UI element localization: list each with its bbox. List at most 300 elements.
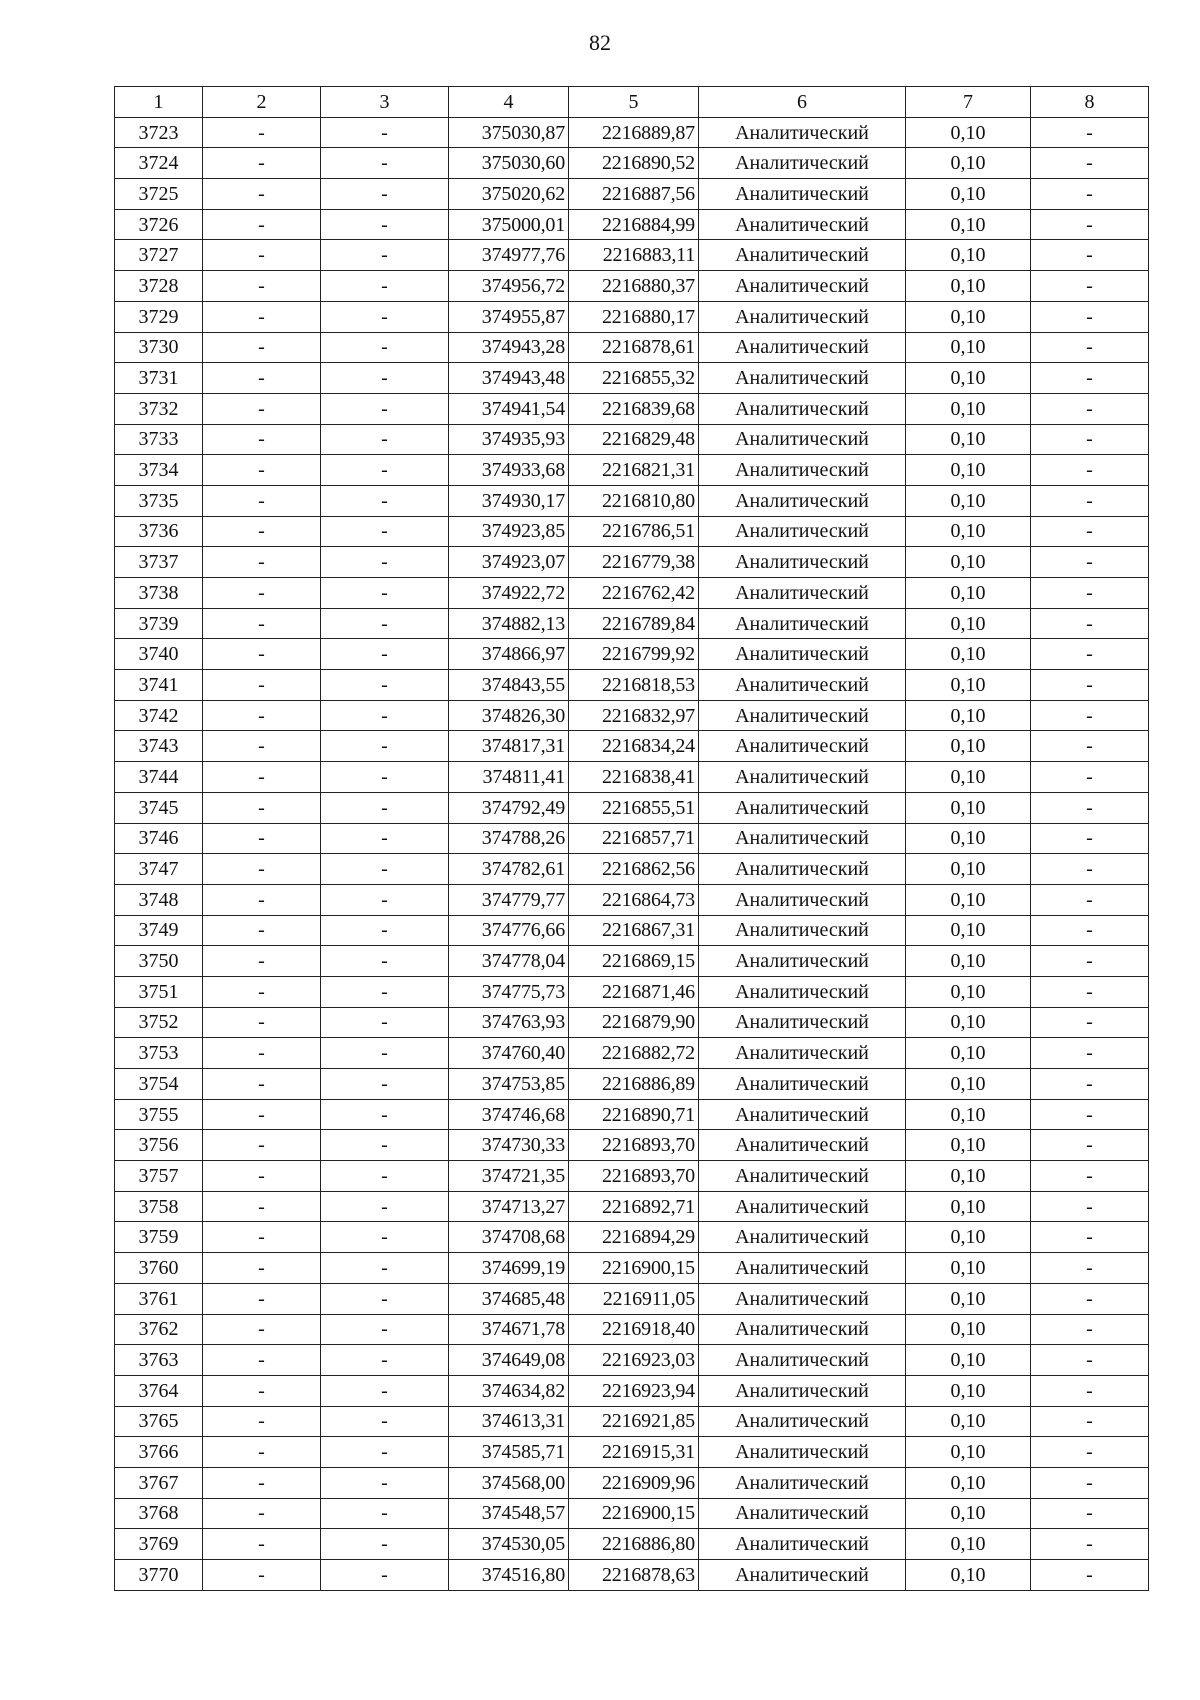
cell-point-number: 3737 [115,547,203,578]
table-row [115,946,1149,977]
cell-y-coordinate: 2216869,15 [569,946,699,977]
cell-col-2: - [203,301,321,332]
cell-x-coordinate: 374923,07 [449,547,569,578]
cell-col-8: - [1031,485,1149,516]
cell-point-number: 3732 [115,393,203,424]
cell-point-number: 3770 [115,1560,203,1591]
cell-y-coordinate: 2216890,52 [569,148,699,179]
cell-x-coordinate: 374923,85 [449,516,569,547]
table-row [115,209,1149,240]
cell-y-coordinate: 2216923,94 [569,1375,699,1406]
cell-accuracy: 0,10 [906,1222,1031,1253]
cell-col-3: - [321,639,449,670]
table-row [115,1099,1149,1130]
cell-col-2: - [203,884,321,915]
table-row [115,1529,1149,1560]
cell-col-3: - [321,1069,449,1100]
cell-col-3: - [321,1191,449,1222]
cell-point-number: 3738 [115,578,203,609]
cell-method: Аналитический [699,976,906,1007]
cell-method: Аналитический [699,1161,906,1192]
cell-y-coordinate: 2216892,71 [569,1191,699,1222]
cell-col-2: - [203,700,321,731]
cell-col-2: - [203,1406,321,1437]
cell-col-3: - [321,301,449,332]
cell-x-coordinate: 374530,05 [449,1529,569,1560]
cell-method: Аналитический [699,179,906,210]
table-row [115,1498,1149,1529]
cell-point-number: 3758 [115,1191,203,1222]
cell-method: Аналитический [699,823,906,854]
cell-accuracy: 0,10 [906,271,1031,302]
cell-col-8: - [1031,148,1149,179]
cell-col-2: - [203,578,321,609]
cell-accuracy: 0,10 [906,179,1031,210]
cell-y-coordinate: 2216855,32 [569,363,699,394]
cell-y-coordinate: 2216821,31 [569,455,699,486]
cell-y-coordinate: 2216900,15 [569,1498,699,1529]
cell-col-2: - [203,1498,321,1529]
table-row [115,1222,1149,1253]
cell-col-2: - [203,670,321,701]
cell-col-3: - [321,1130,449,1161]
cell-point-number: 3754 [115,1069,203,1100]
cell-method: Аналитический [699,1007,906,1038]
cell-accuracy: 0,10 [906,1498,1031,1529]
cell-accuracy: 0,10 [906,301,1031,332]
cell-col-3: - [321,700,449,731]
cell-accuracy: 0,10 [906,393,1031,424]
cell-point-number: 3740 [115,639,203,670]
cell-point-number: 3744 [115,762,203,793]
cell-col-2: - [203,1345,321,1376]
cell-method: Аналитический [699,148,906,179]
cell-y-coordinate: 2216880,37 [569,271,699,302]
cell-point-number: 3768 [115,1498,203,1529]
cell-col-3: - [321,393,449,424]
cell-y-coordinate: 2216818,53 [569,670,699,701]
cell-point-number: 3748 [115,884,203,915]
cell-point-number: 3763 [115,1345,203,1376]
cell-col-2: - [203,1099,321,1130]
cell-accuracy: 0,10 [906,976,1031,1007]
cell-col-2: - [203,455,321,486]
table-row [115,608,1149,639]
table-row [115,884,1149,915]
cell-x-coordinate: 374585,71 [449,1437,569,1468]
cell-accuracy: 0,10 [906,1467,1031,1498]
cell-accuracy: 0,10 [906,854,1031,885]
cell-col-3: - [321,547,449,578]
cell-method: Аналитический [699,1560,906,1591]
cell-col-2: - [203,1007,321,1038]
cell-method: Аналитический [699,117,906,148]
table-row [115,1191,1149,1222]
table-row [115,578,1149,609]
cell-method: Аналитический [699,854,906,885]
cell-x-coordinate: 374568,00 [449,1467,569,1498]
column-header-5: 5 [569,87,699,118]
table-row [115,485,1149,516]
cell-accuracy: 0,10 [906,1038,1031,1069]
cell-point-number: 3739 [115,608,203,639]
cell-y-coordinate: 2216890,71 [569,1099,699,1130]
cell-x-coordinate: 374935,93 [449,424,569,455]
cell-y-coordinate: 2216786,51 [569,516,699,547]
cell-method: Аналитический [699,792,906,823]
cell-point-number: 3724 [115,148,203,179]
cell-col-8: - [1031,639,1149,670]
cell-accuracy: 0,10 [906,547,1031,578]
table-row [115,1283,1149,1314]
cell-col-2: - [203,547,321,578]
cell-col-3: - [321,915,449,946]
cell-accuracy: 0,10 [906,823,1031,854]
cell-col-2: - [203,393,321,424]
cell-y-coordinate: 2216889,87 [569,117,699,148]
cell-point-number: 3760 [115,1253,203,1284]
cell-accuracy: 0,10 [906,363,1031,394]
cell-method: Аналитический [699,700,906,731]
column-header-3: 3 [321,87,449,118]
cell-accuracy: 0,10 [906,332,1031,363]
cell-col-8: - [1031,1498,1149,1529]
cell-accuracy: 0,10 [906,240,1031,271]
cell-accuracy: 0,10 [906,209,1031,240]
cell-point-number: 3757 [115,1161,203,1192]
cell-point-number: 3749 [115,915,203,946]
cell-col-2: - [203,1253,321,1284]
cell-y-coordinate: 2216810,80 [569,485,699,516]
cell-point-number: 3742 [115,700,203,731]
cell-col-2: - [203,1191,321,1222]
table-row [115,1437,1149,1468]
cell-col-3: - [321,1283,449,1314]
cell-x-coordinate: 374955,87 [449,301,569,332]
cell-method: Аналитический [699,485,906,516]
cell-y-coordinate: 2216799,92 [569,639,699,670]
cell-method: Аналитический [699,946,906,977]
cell-point-number: 3734 [115,455,203,486]
cell-col-2: - [203,1529,321,1560]
column-header-7: 7 [906,87,1031,118]
cell-x-coordinate: 374792,49 [449,792,569,823]
cell-col-3: - [321,1253,449,1284]
cell-col-3: - [321,240,449,271]
cell-col-2: - [203,1283,321,1314]
table-row [115,854,1149,885]
cell-point-number: 3723 [115,117,203,148]
cell-accuracy: 0,10 [906,1253,1031,1284]
cell-col-8: - [1031,1130,1149,1161]
table-row [115,792,1149,823]
cell-col-3: - [321,1406,449,1437]
cell-accuracy: 0,10 [906,424,1031,455]
cell-col-2: - [203,424,321,455]
cell-col-2: - [203,1467,321,1498]
cell-x-coordinate: 374811,41 [449,762,569,793]
cell-col-8: - [1031,854,1149,885]
cell-col-2: - [203,485,321,516]
cell-method: Аналитический [699,731,906,762]
cell-y-coordinate: 2216789,84 [569,608,699,639]
cell-col-3: - [321,1529,449,1560]
cell-y-coordinate: 2216864,73 [569,884,699,915]
cell-col-8: - [1031,332,1149,363]
cell-col-3: - [321,823,449,854]
cell-col-2: - [203,1560,321,1591]
cell-col-2: - [203,1069,321,1100]
cell-method: Аналитический [699,332,906,363]
cell-accuracy: 0,10 [906,455,1031,486]
cell-method: Аналитический [699,670,906,701]
cell-col-8: - [1031,1161,1149,1192]
cell-method: Аналитический [699,1253,906,1284]
cell-method: Аналитический [699,1406,906,1437]
cell-col-3: - [321,762,449,793]
cell-col-2: - [203,179,321,210]
table-row [115,1467,1149,1498]
cell-col-3: - [321,209,449,240]
cell-y-coordinate: 2216886,80 [569,1529,699,1560]
header-row [115,87,1149,118]
cell-point-number: 3761 [115,1283,203,1314]
cell-accuracy: 0,10 [906,578,1031,609]
cell-method: Аналитический [699,884,906,915]
cell-x-coordinate: 374649,08 [449,1345,569,1376]
cell-accuracy: 0,10 [906,1191,1031,1222]
cell-x-coordinate: 374634,82 [449,1375,569,1406]
cell-method: Аналитический [699,1314,906,1345]
cell-col-3: - [321,670,449,701]
cell-point-number: 3726 [115,209,203,240]
cell-point-number: 3755 [115,1099,203,1130]
cell-point-number: 3767 [115,1467,203,1498]
cell-col-2: - [203,731,321,762]
cell-col-8: - [1031,946,1149,977]
table-row [115,1253,1149,1284]
cell-y-coordinate: 2216909,96 [569,1467,699,1498]
cell-col-2: - [203,332,321,363]
cell-x-coordinate: 374943,28 [449,332,569,363]
column-header-1: 1 [115,87,203,118]
cell-y-coordinate: 2216871,46 [569,976,699,1007]
cell-accuracy: 0,10 [906,1283,1031,1314]
cell-method: Аналитический [699,762,906,793]
cell-accuracy: 0,10 [906,700,1031,731]
cell-col-2: - [203,1038,321,1069]
cell-method: Аналитический [699,1437,906,1468]
cell-y-coordinate: 2216893,70 [569,1161,699,1192]
cell-y-coordinate: 2216832,97 [569,700,699,731]
cell-accuracy: 0,10 [906,516,1031,547]
cell-col-2: - [203,762,321,793]
cell-col-8: - [1031,762,1149,793]
cell-accuracy: 0,10 [906,1529,1031,1560]
cell-col-3: - [321,608,449,639]
cell-col-2: - [203,1437,321,1468]
cell-col-2: - [203,823,321,854]
cell-method: Аналитический [699,608,906,639]
cell-x-coordinate: 374548,57 [449,1498,569,1529]
cell-col-8: - [1031,240,1149,271]
cell-y-coordinate: 2216886,89 [569,1069,699,1100]
table-row [115,1406,1149,1437]
cell-y-coordinate: 2216884,99 [569,209,699,240]
cell-point-number: 3728 [115,271,203,302]
cell-col-3: - [321,1314,449,1345]
cell-col-2: - [203,946,321,977]
cell-col-8: - [1031,301,1149,332]
cell-accuracy: 0,10 [906,1314,1031,1345]
cell-method: Аналитический [699,547,906,578]
cell-method: Аналитический [699,240,906,271]
cell-y-coordinate: 2216839,68 [569,393,699,424]
cell-point-number: 3733 [115,424,203,455]
cell-x-coordinate: 374941,54 [449,393,569,424]
cell-method: Аналитический [699,1038,906,1069]
cell-col-8: - [1031,1314,1149,1345]
cell-col-3: - [321,148,449,179]
cell-point-number: 3753 [115,1038,203,1069]
cell-col-2: - [203,117,321,148]
cell-col-8: - [1031,884,1149,915]
cell-accuracy: 0,10 [906,117,1031,148]
cell-col-3: - [321,179,449,210]
table-row [115,1161,1149,1192]
cell-col-3: - [321,455,449,486]
cell-col-2: - [203,976,321,1007]
cell-y-coordinate: 2216878,63 [569,1560,699,1591]
table-row [115,1069,1149,1100]
table-row [115,731,1149,762]
cell-col-8: - [1031,915,1149,946]
cell-col-3: - [321,1437,449,1468]
cell-accuracy: 0,10 [906,1130,1031,1161]
table-row [115,670,1149,701]
cell-method: Аналитический [699,393,906,424]
cell-accuracy: 0,10 [906,1161,1031,1192]
page-number: 82 [589,30,611,55]
cell-method: Аналитический [699,1069,906,1100]
cell-point-number: 3751 [115,976,203,1007]
table-row [115,700,1149,731]
table-row [115,1345,1149,1376]
cell-method: Аналитический [699,271,906,302]
cell-col-8: - [1031,1529,1149,1560]
cell-y-coordinate: 2216862,56 [569,854,699,885]
table-row [115,240,1149,271]
cell-x-coordinate: 374753,85 [449,1069,569,1100]
cell-method: Аналитический [699,1467,906,1498]
cell-y-coordinate: 2216915,31 [569,1437,699,1468]
cell-x-coordinate: 374778,04 [449,946,569,977]
cell-col-3: - [321,1007,449,1038]
cell-point-number: 3752 [115,1007,203,1038]
cell-col-8: - [1031,1437,1149,1468]
cell-x-coordinate: 374943,48 [449,363,569,394]
cell-col-8: - [1031,670,1149,701]
cell-method: Аналитический [699,1191,906,1222]
table-row [115,639,1149,670]
cell-col-3: - [321,1161,449,1192]
cell-col-8: - [1031,1467,1149,1498]
cell-col-8: - [1031,976,1149,1007]
cell-accuracy: 0,10 [906,148,1031,179]
cell-col-3: - [321,516,449,547]
cell-col-2: - [203,854,321,885]
cell-y-coordinate: 2216880,17 [569,301,699,332]
cell-col-8: - [1031,578,1149,609]
cell-col-8: - [1031,1375,1149,1406]
cell-y-coordinate: 2216883,11 [569,240,699,271]
cell-accuracy: 0,10 [906,608,1031,639]
cell-x-coordinate: 374933,68 [449,455,569,486]
cell-col-8: - [1031,1191,1149,1222]
cell-col-8: - [1031,209,1149,240]
cell-method: Аналитический [699,1345,906,1376]
cell-y-coordinate: 2216857,71 [569,823,699,854]
cell-col-8: - [1031,1069,1149,1100]
cell-col-2: - [203,209,321,240]
cell-col-8: - [1031,1253,1149,1284]
table-row [115,547,1149,578]
cell-col-3: - [321,271,449,302]
cell-point-number: 3731 [115,363,203,394]
cell-col-8: - [1031,179,1149,210]
cell-y-coordinate: 2216867,31 [569,915,699,946]
table-row [115,1130,1149,1161]
cell-accuracy: 0,10 [906,1007,1031,1038]
cell-col-8: - [1031,731,1149,762]
cell-method: Аналитический [699,424,906,455]
cell-col-8: - [1031,1007,1149,1038]
cell-x-coordinate: 375000,01 [449,209,569,240]
table-row [115,762,1149,793]
cell-y-coordinate: 2216900,15 [569,1253,699,1284]
cell-col-8: - [1031,393,1149,424]
column-header-8: 8 [1031,87,1149,118]
cell-col-3: - [321,117,449,148]
cell-point-number: 3765 [115,1406,203,1437]
cell-y-coordinate: 2216879,90 [569,1007,699,1038]
cell-y-coordinate: 2216893,70 [569,1130,699,1161]
cell-x-coordinate: 374817,31 [449,731,569,762]
table-row [115,424,1149,455]
cell-col-3: - [321,363,449,394]
cell-accuracy: 0,10 [906,485,1031,516]
cell-x-coordinate: 374788,26 [449,823,569,854]
cell-method: Аналитический [699,1222,906,1253]
cell-col-3: - [321,976,449,1007]
cell-col-3: - [321,1038,449,1069]
cell-x-coordinate: 374930,17 [449,485,569,516]
cell-point-number: 3764 [115,1375,203,1406]
cell-method: Аналитический [699,1099,906,1130]
cell-x-coordinate: 374699,19 [449,1253,569,1284]
cell-y-coordinate: 2216834,24 [569,731,699,762]
cell-col-8: - [1031,1406,1149,1437]
cell-col-2: - [203,792,321,823]
cell-y-coordinate: 2216921,85 [569,1406,699,1437]
table-row [115,301,1149,332]
cell-method: Аналитический [699,639,906,670]
cell-accuracy: 0,10 [906,670,1031,701]
cell-y-coordinate: 2216855,51 [569,792,699,823]
cell-y-coordinate: 2216878,61 [569,332,699,363]
cell-col-8: - [1031,424,1149,455]
cell-accuracy: 0,10 [906,762,1031,793]
